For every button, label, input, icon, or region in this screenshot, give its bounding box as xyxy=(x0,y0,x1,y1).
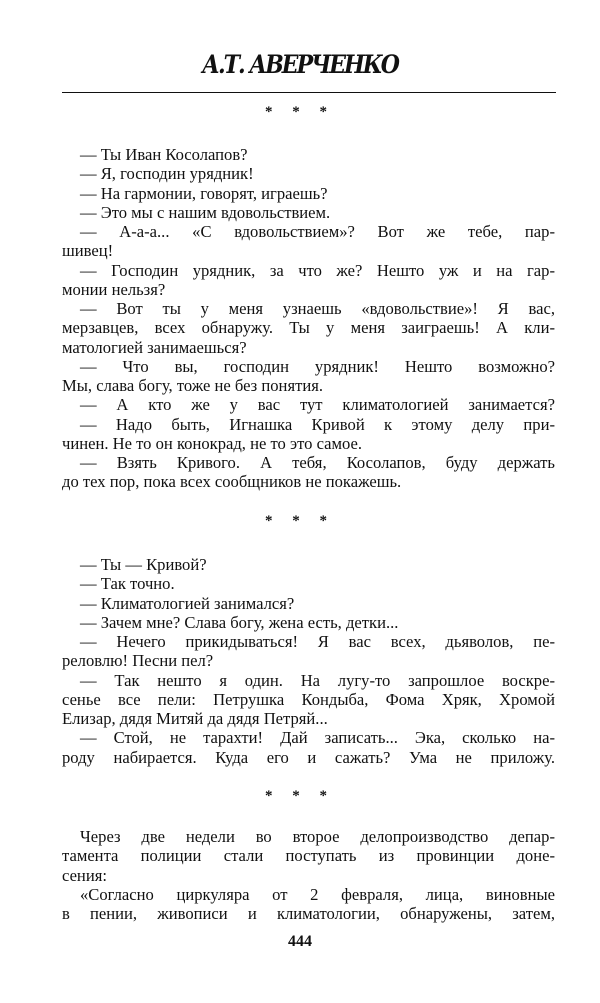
text-line: — Господин урядник, за что же? Нешто уж и на гар- xyxy=(80,260,555,280)
text-line: — Так точно. xyxy=(80,574,175,594)
text-line: — Взять Кривого. А тебя, Косолапов, буду держать xyxy=(80,453,555,472)
text-line: — Ты — Кривой? xyxy=(80,555,207,574)
text-line: шивец! xyxy=(62,241,114,261)
section-2 xyxy=(62,555,555,767)
section-separator: * * * xyxy=(265,513,335,529)
section-separator: * * * xyxy=(265,104,335,120)
text-line: «Согласно циркуляра от 2 февраля, лица, виновные xyxy=(80,884,555,904)
text-line: — Стой, не тарахти! Дай записать... Эка, сколько на- xyxy=(80,728,555,748)
author-logo: А.Т. АВЕРЧЕНКО xyxy=(202,50,398,80)
text-line: мерзавцев, всех обнаружу. Ты у меня заиграешь! А кли- xyxy=(62,318,555,338)
text-line: — Я, господин урядник! xyxy=(80,164,254,184)
text-line: Через две недели во второе делопроизводство депар- xyxy=(80,827,555,846)
text-line: роду набирается. Куда его и сажать? Ума не приложу. xyxy=(62,747,555,767)
text-line: — Вот ты у меня узнаешь «вдовольствие»! Я вас, xyxy=(80,299,555,318)
text-line: — Это мы с нашим вдовольствием. xyxy=(80,202,331,222)
text-line: — Климатологией занимался? xyxy=(80,593,295,613)
text-line: — Так нешто я один. На лугу-то запрошлое воскре- xyxy=(80,670,555,690)
text-line: — На гармонии, говорят, играешь? xyxy=(80,183,328,203)
text-line: — А кто же у вас тут климатологией занимается? xyxy=(80,395,555,415)
text-line: Мы, слава богу, тоже не без понятия. xyxy=(62,376,323,395)
section-1 xyxy=(62,145,555,492)
text-line: — Что вы, господин урядник! Нешто возможно? xyxy=(80,356,555,376)
text-line: реловлю! Песни пел? xyxy=(62,651,214,671)
text-line: сения: xyxy=(62,865,107,885)
text-line: монии нельзя? xyxy=(62,279,166,299)
header-rule xyxy=(62,92,556,93)
text-line: в пении, живописи и климатологии, обнаружены, затем, xyxy=(62,904,555,923)
section-separator: * * * xyxy=(265,788,335,804)
text-line: — Надо быть, Игнашка Кривой к этому делу при- xyxy=(80,414,555,434)
text-line: — А-а-а... «С вдовольствием»? Вот же тебе, пар- xyxy=(80,222,555,241)
section-3 xyxy=(62,827,555,923)
text-line: матологией занимаешься? xyxy=(62,337,247,357)
text-line: чинен. Не то он конокрад, не то это самое. xyxy=(62,433,363,453)
text-line: — Ты Иван Косолапов? xyxy=(80,145,248,164)
text-line: — Нечего прикидываться! Я вас всех, дьяволов, пе- xyxy=(80,632,555,651)
page-number: 444 xyxy=(288,933,312,950)
text-line: сенье все пели: Петрушка Кондыба, Фома Хряк, Хромой xyxy=(62,689,555,709)
text-line: тамента полиции стали поступать из провинции доне- xyxy=(62,846,555,866)
text-line: Елизар, дядя Митяй да дядя Петряй... xyxy=(62,709,328,728)
text-line: — Зачем мне? Слава богу, жена есть, детки... xyxy=(80,612,399,632)
text-line: до тех пор, пока всех сообщников не покажешь. xyxy=(62,472,402,492)
